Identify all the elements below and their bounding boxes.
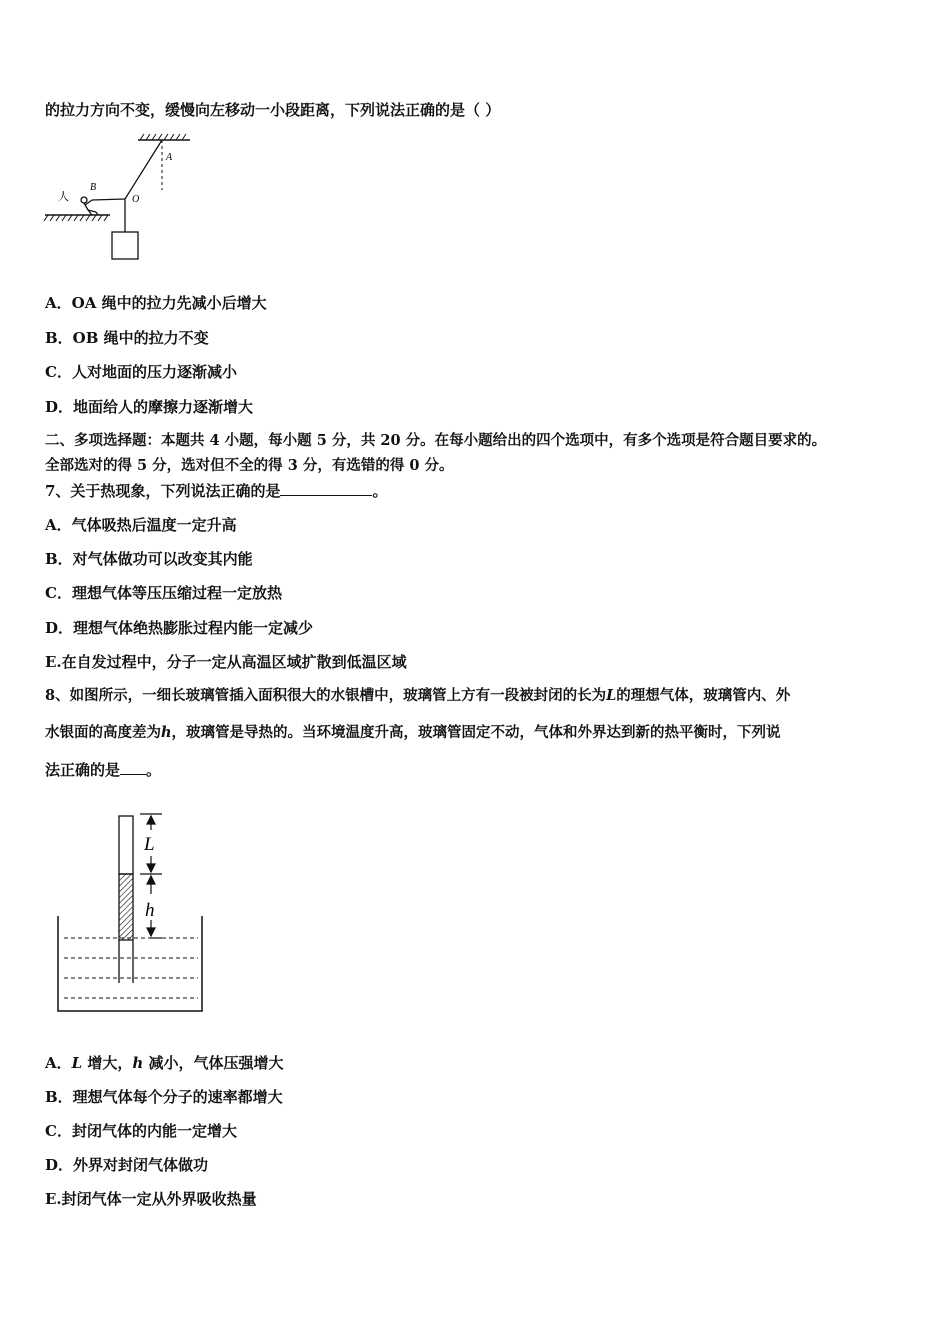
label-l: L xyxy=(144,834,155,855)
q8-option-d: D．外界对封闭气体做功 xyxy=(45,1156,209,1174)
q6-stem-tail: 的拉力方向不变，缓慢向左移动一小段距离，下列说法正确的是（ ） xyxy=(45,101,501,119)
section2-line2: 全部选对的得 5 分，选对但不全的得 3 分，有选错的得 0 分。 xyxy=(45,457,454,474)
q8-option-a-suffix: 减小，气体压强增大 xyxy=(143,1054,284,1072)
hanging-block xyxy=(112,232,138,259)
label-person: 人 xyxy=(58,190,69,203)
q7-option-e: E.在自发过程中，分子一定从高温区域扩散到低温区域 xyxy=(45,653,407,671)
q8-figure xyxy=(50,808,220,1018)
q7-stem-suffix: 。 xyxy=(372,482,388,500)
mercury-column xyxy=(119,874,133,940)
q8-option-c: C．封闭气体的内能一定增大 xyxy=(45,1122,237,1140)
q8-stem-line2 xyxy=(45,723,781,743)
mercury-level-lines xyxy=(64,938,198,998)
rope-oa xyxy=(125,140,162,199)
q7-option-d: D．理想气体绝热膨胀过程内能一定减少 xyxy=(45,619,314,637)
q7-stem-prefix: 7、关于热现象，下列说法正确的是 xyxy=(45,482,281,500)
section2-line1: 二、多项选择题：本题共 4 小题，每小题 5 分，共 20 分。在每小题给出的四个选项中，有多个选项是符合题目要求的。 xyxy=(45,432,827,449)
label-b: B xyxy=(90,182,97,193)
label-a: A xyxy=(166,152,173,163)
q6-figure xyxy=(40,130,210,270)
ceiling-hatch xyxy=(140,134,186,140)
q6-option-d: D．地面给人的摩擦力逐渐增大 xyxy=(45,398,254,416)
q8-line2-var: h xyxy=(161,724,172,741)
glass-tube-gas xyxy=(119,816,133,874)
q8-stem-line1 xyxy=(45,686,790,706)
q6-option-b: B．OB 绳中的拉力不变 xyxy=(45,329,209,347)
q7-option-b: B．对气体做功可以改变其内能 xyxy=(45,550,253,568)
q8-line1-a: 8、如图所示，一细长玻璃管插入面积很大的水银槽中，玻璃管上方有一段被封闭的长为 xyxy=(45,687,607,704)
q7-answer-blank xyxy=(280,481,372,496)
q8-option-a-var1: L xyxy=(71,1054,83,1072)
q7-option-a: A．气体吸热后温度一定升高 xyxy=(45,516,237,534)
q8-option-a-prefix: A． xyxy=(45,1054,72,1072)
q8-line2-b: ，玻璃管是导热的。当环境温度升高，玻璃管固定不动，气体和外界达到新的热平衡时，下列说 xyxy=(171,724,781,741)
q8-line3-a: 法正确的是 xyxy=(45,761,121,779)
q6-option-c: C．人对地面的压力逐渐减小 xyxy=(45,363,237,381)
q8-line1-b: 的理想气体，玻璃管内、外 xyxy=(616,687,791,704)
q8-option-b: B．理想气体每个分子的速率都增大 xyxy=(45,1088,283,1106)
q8-answer-blank xyxy=(120,760,146,775)
q8-line2-a: 水银面的高度差为 xyxy=(45,724,161,741)
q8-line1-var: L xyxy=(606,687,617,704)
rope-ob xyxy=(92,199,125,200)
q8-option-a xyxy=(45,1053,284,1073)
q8-option-e: E.封闭气体一定从外界吸收热量 xyxy=(45,1190,257,1208)
q8-line3-b: 。 xyxy=(146,761,162,779)
label-o: O xyxy=(132,194,140,205)
q8-option-a-mid: 增大， xyxy=(82,1054,133,1072)
q6-option-a: A．OA 绳中的拉力先减小后增大 xyxy=(45,294,267,312)
q8-option-a-var2: h xyxy=(132,1054,144,1072)
ground-hatch xyxy=(44,215,108,221)
q7-stem xyxy=(45,481,387,501)
q7-option-c: C．理想气体等压压缩过程一定放热 xyxy=(45,584,282,602)
label-h: h xyxy=(145,900,155,921)
q8-stem-line3 xyxy=(45,760,161,780)
